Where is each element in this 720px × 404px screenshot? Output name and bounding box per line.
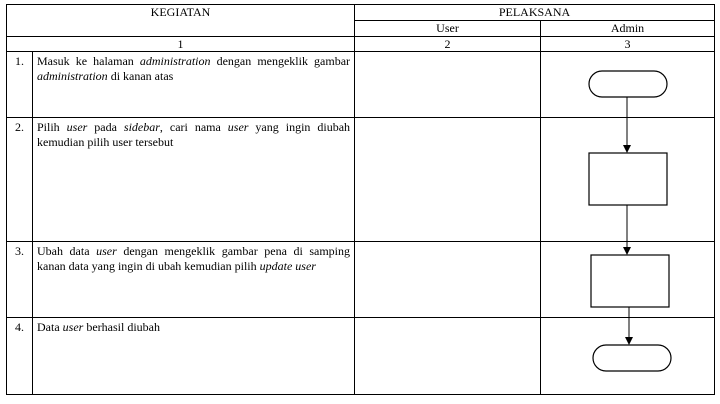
step-description (33, 318, 355, 395)
admin-lane-cell (541, 52, 715, 118)
description-text: Pilih (37, 120, 67, 134)
description-text: dengan mengeklik gambar (210, 54, 351, 68)
admin-lane-cell (541, 318, 715, 395)
italic-term: user (62, 320, 84, 334)
step-number: 4. (7, 318, 33, 395)
user-lane-cell (355, 118, 541, 242)
user-lane-cell (355, 242, 541, 318)
step-description (33, 118, 355, 242)
italic-term: user (227, 120, 249, 134)
italic-term: update user (259, 259, 316, 273)
italic-term: administration (139, 54, 211, 68)
italic-term: sidebar (123, 120, 160, 134)
step-description (33, 242, 355, 318)
column-number-2: 2 (355, 37, 541, 52)
header-pelaksana: PELAKSANA (355, 5, 715, 21)
description-text: di kanan atas (107, 69, 174, 83)
column-number-1: 1 (7, 37, 355, 52)
user-lane-cell (355, 318, 541, 395)
column-number-3: 3 (541, 37, 715, 52)
step-description (33, 52, 355, 118)
description-text: dengan mengeklik gambar pena di samping kanan data yang ingin di ubah kemudian pilih (37, 244, 351, 273)
header-kegiatan: KEGIATAN (7, 5, 355, 37)
description-text: Masuk ke halaman (37, 54, 140, 68)
table-row (7, 118, 715, 242)
description-text: yang ingin diubah kemudian pilih user tersebut (37, 120, 351, 149)
description-text: pada (87, 120, 124, 134)
lane-header-user: User (355, 21, 541, 37)
admin-lane-cell (541, 242, 715, 318)
italic-term: user (96, 244, 117, 258)
user-lane-cell (355, 52, 541, 118)
step-number: 1. (7, 52, 33, 118)
step-number: 3. (7, 242, 33, 318)
admin-lane-cell (541, 118, 715, 242)
lane-header-admin: Admin (541, 21, 715, 37)
step-number: 2. (7, 118, 33, 242)
activity-table (6, 4, 715, 395)
italic-term: user (66, 120, 88, 134)
description-text: berhasil diubah (83, 320, 160, 334)
description-text: Data (37, 320, 63, 334)
italic-term: administration (37, 69, 108, 83)
description-text: , cari nama (159, 120, 228, 134)
table-row (7, 242, 715, 318)
table-row (7, 52, 715, 118)
table-row (7, 318, 715, 395)
description-text: Ubah data (37, 244, 97, 258)
